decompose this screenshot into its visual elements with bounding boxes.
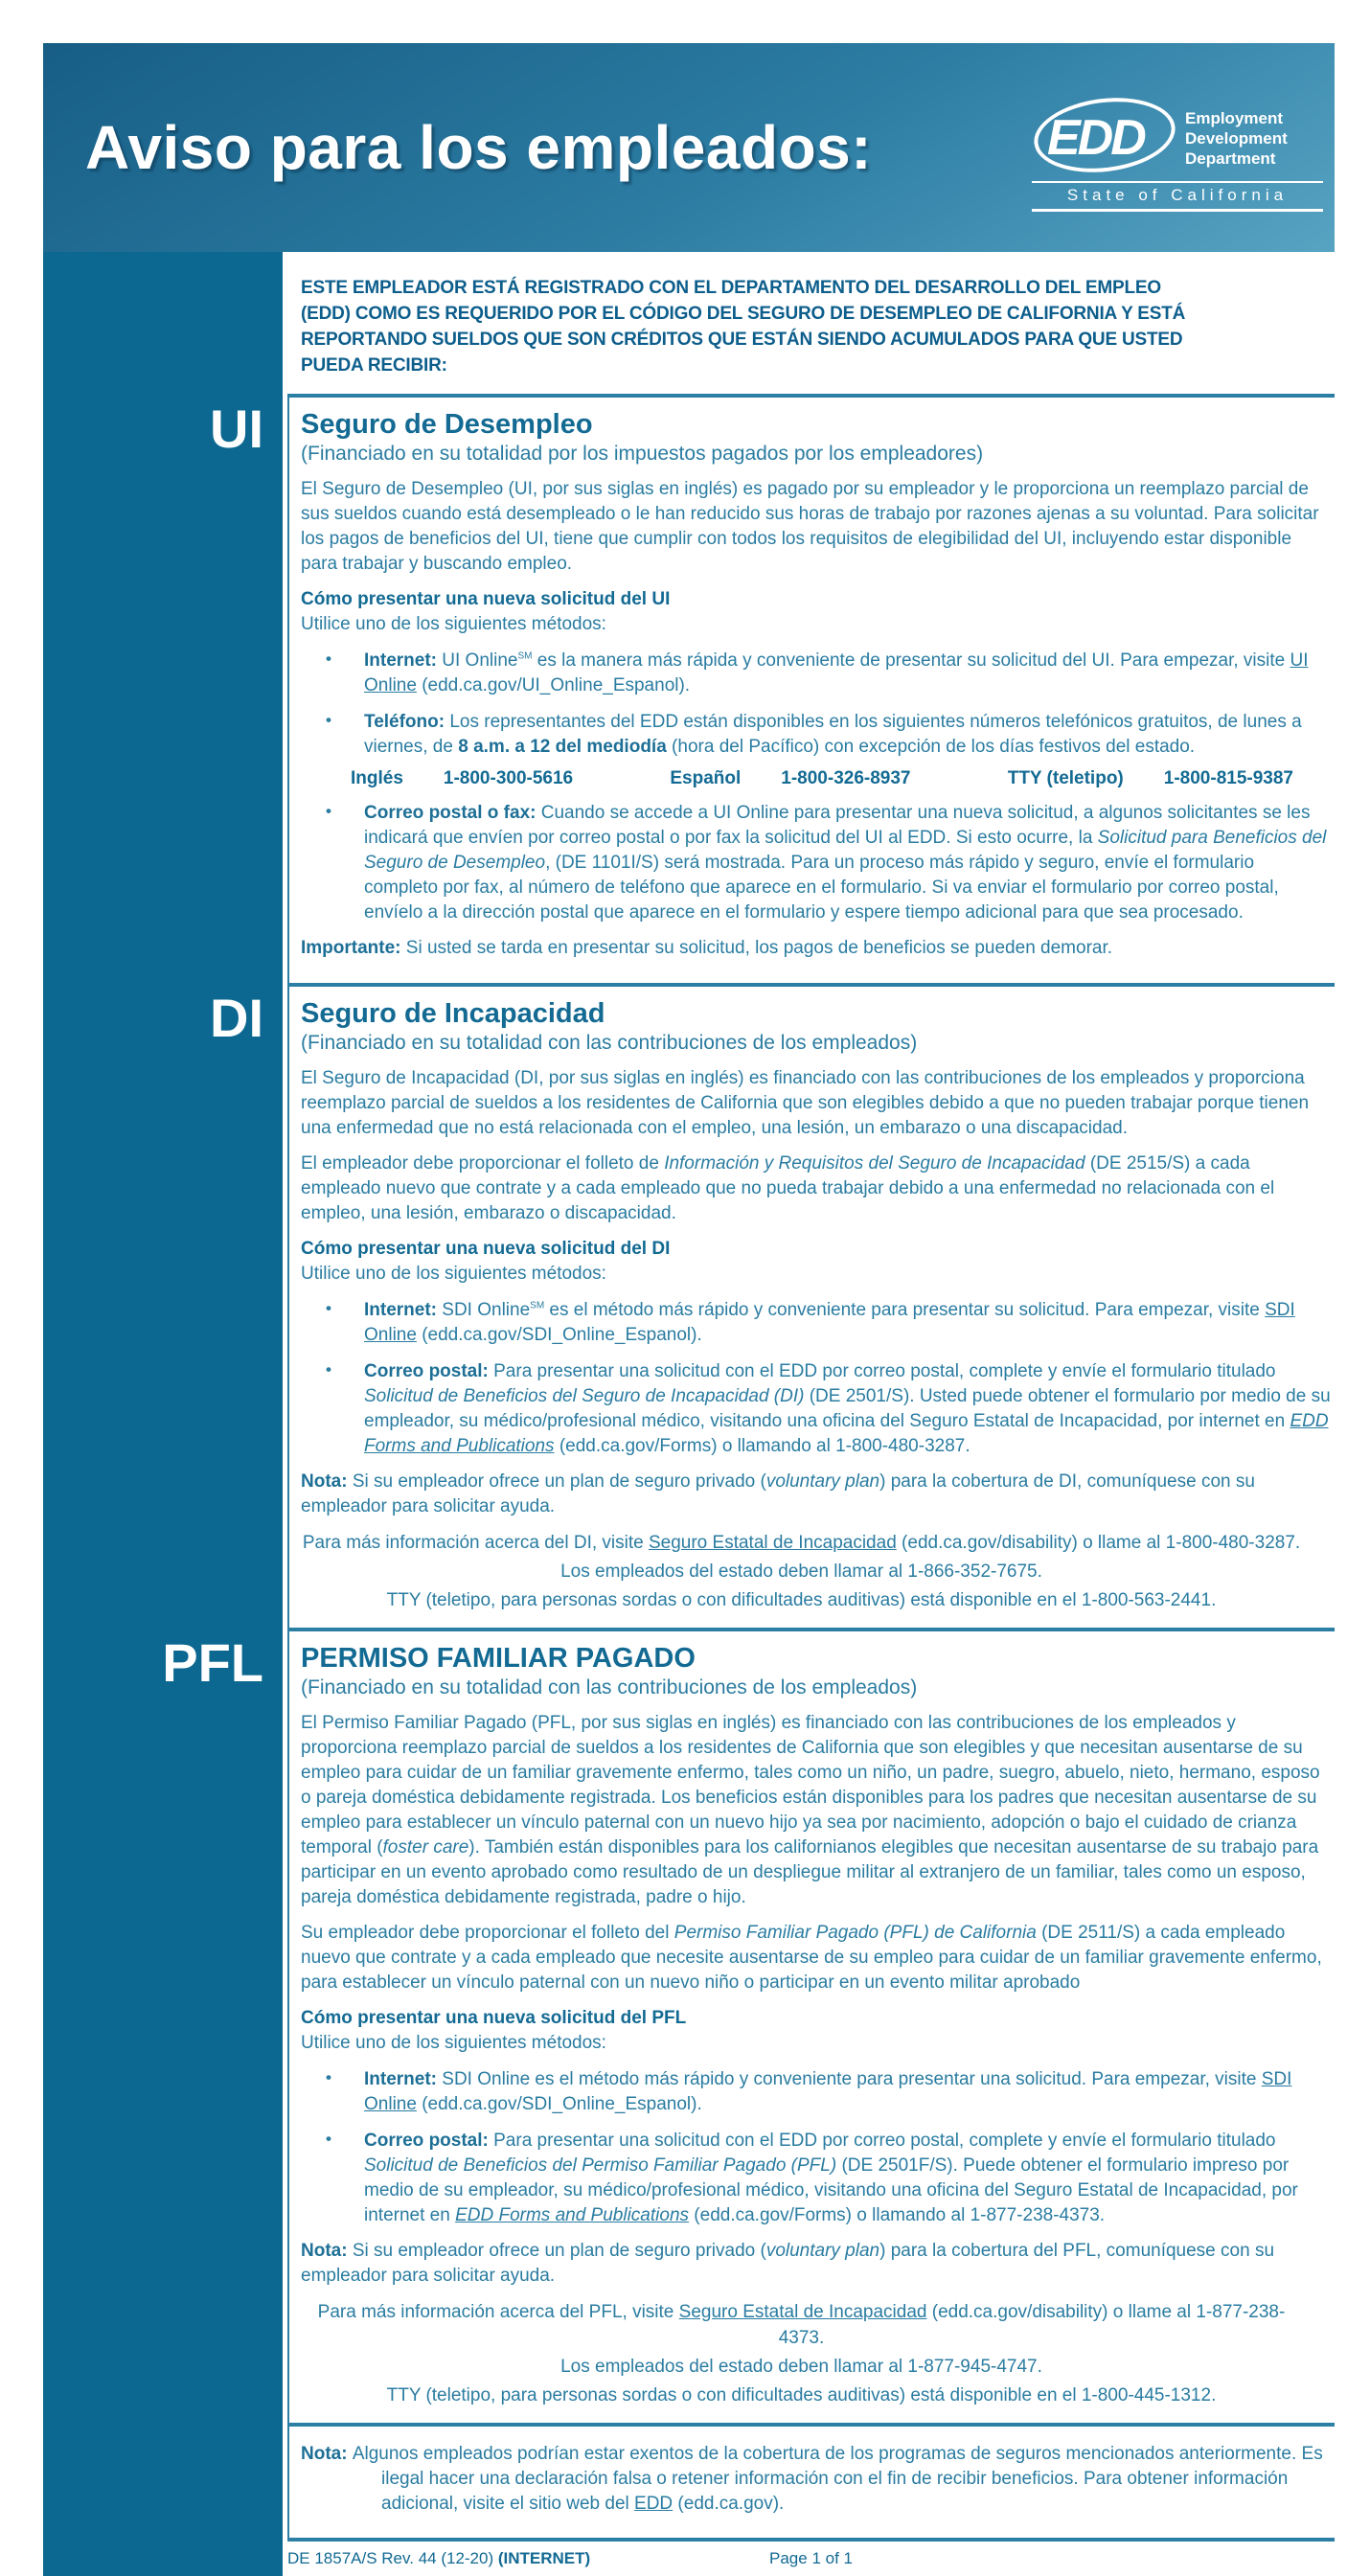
phone-entry <box>351 768 573 789</box>
text-run: (DE 2501F/S). Puede obtener el formulario impreso por medio de su empleador, su médico/profesional médico, visitando una oficina del Seguro Estatal de Incapacidad, por internet en <box>364 2155 1298 2225</box>
section-subheading: (Financiado en su totalidad con las contribuciones de los empleados) <box>301 1676 918 1698</box>
page-title: Aviso para los empleados: <box>85 113 873 182</box>
bullet-text <box>364 710 1331 760</box>
page-indicator: Page 1 of 1 <box>769 2549 853 2567</box>
text-run: SDI Online es el método más rápido y conveniente para presentar una solicitud. Para empezar, visite <box>442 2069 1262 2089</box>
text-run: Nota: <box>301 2241 353 2261</box>
header-banner <box>43 43 1335 252</box>
text-run: Cuando se accede a UI Online para presentar una nueva solicitud, a algunos solicitantes se les indicará que envíen por correo postal o por fax la solicitud del UI al EDD. Si esto ocurre, la <box>364 803 1311 848</box>
paragraph <box>301 477 1331 577</box>
subheading <box>301 589 1331 610</box>
text-run: Los representantes del EDD están disponibles en los siguientes números telefónicos gratuitos, de lunes a viernes, de <box>364 712 1302 757</box>
text-run: Para más información acerca del PFL, visite <box>317 2302 679 2322</box>
state-of-california-label: State of California <box>1032 181 1323 212</box>
edd-dept-line: Employment <box>1185 108 1284 127</box>
text-run: (edd.ca.gov/disability) o llame al 1-800-480-3287. <box>896 1533 1301 1553</box>
bullet-text <box>364 1298 1331 1348</box>
bullet-marker: • <box>326 650 331 668</box>
text-run: (edd.ca.gov/UI_Online_Espanol). <box>416 675 691 695</box>
text-run: (edd.ca.gov/Forms) o llamando al 1-800-480-3287. <box>554 1436 970 1456</box>
text-run: Importante: <box>301 938 406 958</box>
phone-number: 1-800-815-9387 <box>1163 768 1293 788</box>
text-run: (edd.ca.gov). <box>673 2494 785 2514</box>
section-body <box>301 477 1331 961</box>
sections-container <box>162 394 1335 2542</box>
centered-info-line <box>301 1530 1302 1556</box>
phone-entry <box>670 768 910 789</box>
phone-number: 1-800-326-8937 <box>781 768 911 788</box>
text-run: El empleador debe proporcionar el folleto de <box>301 1153 665 1174</box>
text-run: Utilice uno de los siguientes métodos: <box>301 1264 606 1284</box>
text-run: es el método más rápido y conveniente para presentar su solicitud. Para empezar, visite <box>544 1300 1266 1320</box>
text-run: Internet: <box>364 1300 443 1320</box>
edd-oval-mark <box>1032 97 1177 179</box>
paragraph <box>301 1151 1331 1226</box>
text-run: Permiso Familiar Pagado (PFL) de California <box>674 1923 1037 1943</box>
text-run: , (DE 1101I/S) será mostrada. Para un proceso más rápido y seguro, envíe el formulario completo por fax, al número de teléfono que aparece en el formulario. Si va enviar el formulario por correo postal, envíelo a la dirección postal que aparece en el formulario y espere tiempo adicional para que sea procesado. <box>364 853 1279 923</box>
text-run: Los empleados del estado deben llamar al 1-877-945-4747. <box>560 2357 1042 2377</box>
subheading <box>301 2008 1331 2029</box>
text-run: (DE 2515/S) a cada empleado nuevo que contrate y a cada empleado que no pueda trabajar debido a una enfermedad no relacionada con el empleo, una lesión, embarazo o discapacidad. <box>301 1153 1275 1223</box>
bullet-text <box>364 649 1331 698</box>
bullet-item <box>326 1298 1331 1348</box>
side-label-di: DI <box>210 988 263 1048</box>
text-run: TTY (teletipo, para personas sordas o con dificultades auditivas) está disponible en el 1-800-563-2441. <box>386 1590 1217 1610</box>
text-run: Para más información acerca del DI, visite <box>302 1533 649 1553</box>
text-run: Internet: <box>364 2069 443 2089</box>
employer-registration-notice: ESTE EMPLEADOR ESTÁ REGISTRADO CON EL DEPARTAMENTO DEL DESARROLLO DEL EMPLEO (EDD) COMO ES REQUERIDO POR EL CÓDIGO DEL SEGURO DE DESEMPLEO DE CALIFORNIA Y ESTÁ REPORTANDO SUELDOS QUE SON CRÉDITOS QUE ESTÁN SIENDO ACUMULADOS PARA QUE USTED PUEDA RECIBIR: <box>301 278 1186 376</box>
text-run: (DE 2511/S) a cada empleado nuevo que contrate y a cada empleado que necesite ausentarse de su empleo para cuidar de un familiar gravemente enfermo, para establecer un vínculo paternal con un nuevo niño o participar en un evento militar aprobado <box>301 1923 1322 1993</box>
bullet-item <box>326 710 1331 760</box>
bullet-marker: • <box>326 2130 331 2148</box>
section-heading: Seguro de Incapacidad <box>301 998 605 1029</box>
text-run: (hora del Pacífico) con excepción de los días festivos del estado. <box>666 737 1196 757</box>
content-column <box>162 252 1335 2576</box>
centered-info-line <box>301 1559 1302 1584</box>
text-run: 8 a.m. a 12 del mediodía <box>458 737 667 757</box>
page-footer <box>287 2547 1335 2576</box>
text-run: UI Online <box>442 650 518 671</box>
text-run: es la manera más rápida y conveniente de presentar su solicitud del UI. Para empezar, visite <box>532 650 1290 671</box>
paragraph <box>301 936 1331 961</box>
edd-acronym: EDD <box>1047 110 1144 166</box>
text-run: Información y Requisitos del Seguro de Incapacidad <box>664 1153 1085 1174</box>
text-run: Teléfono: <box>364 712 450 732</box>
edd-dept-line: Development <box>1185 128 1288 148</box>
bullet-item <box>326 1359 1331 1459</box>
phone-label: TTY (teletipo) <box>1007 768 1124 788</box>
section-body <box>301 1066 1331 1613</box>
bullet-marker: • <box>326 711 331 729</box>
inline-link[interactable]: SDI Online <box>364 2069 1292 2114</box>
paragraph <box>301 1470 1331 1519</box>
phone-entry <box>1008 768 1293 789</box>
section-subheading: (Financiado en su totalidad por los impuestos pagados por los empleadores) <box>301 443 984 465</box>
subheading <box>301 1239 1331 1260</box>
text-run: Si usted se tarda en presentar su solicitud, los pagos de beneficios se pueden demorar. <box>405 938 1113 958</box>
paragraph <box>301 612 1331 637</box>
text-run: Solicitud de Beneficios del Permiso Familiar Pagado (PFL) <box>364 2155 837 2176</box>
text-run: Nota: <box>301 1471 353 1492</box>
inline-link[interactable]: Seguro Estatal de Incapacidad <box>678 2302 927 2322</box>
text-run: Si su empleador ofrece un plan de seguro privado ( <box>352 1471 766 1492</box>
inline-link[interactable]: EDD Forms and Publications <box>455 2205 690 2225</box>
paragraph <box>301 1262 1331 1287</box>
bullet-text <box>364 1359 1331 1459</box>
phone-number: 1-800-300-5616 <box>443 768 574 788</box>
text-run: Cómo presentar una nueva solicitud del PFL <box>301 2008 687 2028</box>
text-run: SDI Online <box>442 1300 531 1320</box>
centered-info-line <box>301 1587 1302 1613</box>
paragraph <box>301 1066 1331 1141</box>
text-run: ) para la cobertura de DI, comuníquese con su empleador para solicitar ayuda. <box>301 1471 1255 1516</box>
text-run: ). También están disponibles para los californianos elegibles que necesitan ausentarse de su trabajo para participar en un evento aprobado como resultado de un despliegue militar al extranjero de un familiar, tales como un esposo, pareja doméstica debidamente registrada, padre o hijo. <box>301 1837 1319 1907</box>
section-ui <box>210 394 1335 983</box>
text-run: Utilice uno de los siguientes métodos: <box>301 2033 606 2053</box>
phone-label: Inglés <box>351 768 403 788</box>
text-run: ) para la cobertura del PFL, comuníquese con su empleador para solicitar ayuda. <box>301 2241 1275 2286</box>
text-run: Para presentar una solicitud con el EDD por correo postal, complete y envíe el formulario titulado <box>493 2131 1276 2151</box>
bullet-item <box>326 2129 1331 2228</box>
text-run: Correo postal: <box>364 2131 494 2151</box>
text-run: Nota: <box>301 2444 353 2464</box>
text-run: (edd.ca.gov/SDI_Online_Espanol). <box>416 2094 702 2114</box>
bullet-text <box>364 801 1331 925</box>
text-run: Utilice uno de los siguientes métodos: <box>301 614 606 634</box>
text-run: Algunos empleados podrían estar exentos de la cobertura de los programas de seguros mencionados anteriormente. Es ilegal hacer una declaración falsa o retener información con el fin de recibir beneficios. Para obtener información adicional, visite el sitio web del <box>352 2444 1323 2514</box>
bullet-item <box>326 801 1331 925</box>
text-run: Para presentar una solicitud con el EDD por correo postal, complete y envíe el formulario titulado <box>493 1361 1276 1381</box>
section-di <box>210 983 1335 1628</box>
side-label-ui: UI <box>210 399 263 459</box>
text-run: Los empleados del estado deben llamar al 1-866-352-7675. <box>560 1562 1042 1582</box>
document-body <box>36 252 1335 2576</box>
text-run: El Seguro de Incapacidad (DI, por sus siglas en inglés) es financiado con las contribuciones de los empleados y proporciona reemplazo parcial de sueldos a los residentes de California que son elegibles debido a que no pueden trabajar porque tienen una enfermedad que no está relacionada con el empleo, una lesión, un embarazo o una discapacidad. <box>301 1068 1310 1138</box>
text-run: Correo postal: <box>364 1361 494 1381</box>
text-run: voluntary plan <box>765 1471 880 1492</box>
edd-logo-top <box>1032 97 1323 179</box>
bullet-item <box>326 649 1331 698</box>
inline-link[interactable]: SDI Online <box>364 1300 1295 1345</box>
text-run: (edd.ca.gov/Forms) o llamando al 1-877-238-4373. <box>689 2205 1106 2225</box>
centered-info-line <box>301 2382 1302 2408</box>
text-run: SM <box>517 650 533 662</box>
text-run: (edd.ca.gov/SDI_Online_Espanol). <box>416 1325 702 1345</box>
bullet-text <box>364 2129 1331 2228</box>
inline-link[interactable]: UI Online <box>364 650 1309 695</box>
edd-dept-line: Department <box>1185 148 1276 168</box>
text-run: Correo postal o fax: <box>364 803 541 823</box>
side-label-pfl: PFL <box>162 1632 263 1693</box>
text-run: Solicitud de Beneficios del Seguro de Incapacidad (DI) <box>364 1386 805 1406</box>
sidebar-column <box>43 252 283 2576</box>
text-run: El Seguro de Desempleo (UI, por sus siglas en inglés) es pagado por su empleador y le proporciona un reemplazo parcial de sus sueldos cuando está desempleado o le han reducido sus horas de trabajo por razones ajenas a su voluntad. Para solicitar los pagos de beneficios del UI, tiene que cumplir con todos los requisitos de elegibilidad del UI, incluyendo estar disponible para trabajar y buscando empleo. <box>301 479 1319 574</box>
text-run: TTY (teletipo, para personas sordas o con dificultades auditivas) está disponible en el 1-800-445-1312. <box>386 2385 1217 2405</box>
nota-paragraph <box>301 2442 1331 2517</box>
section-exemption-note <box>289 2423 1335 2538</box>
text-run: foster care <box>382 1837 469 1858</box>
edd-logo <box>1032 97 1323 212</box>
section-body <box>301 1711 1331 2408</box>
bullet-item <box>326 2067 1331 2117</box>
phone-row <box>351 768 1293 789</box>
text-run: Solicitud para Beneficios del Seguro de Desempleo <box>364 828 1327 873</box>
bullet-marker: • <box>326 1299 331 1317</box>
paragraph <box>301 1921 1331 1995</box>
form-number-internet: (INTERNET) <box>497 2549 591 2567</box>
text-run: (DE 2501/S). Usted puede obtener el formulario por medio de su empleador, su médico/profesional médico, visitando una oficina del Seguro Estatal de Incapacidad, por internet en <box>364 1386 1331 1431</box>
section-heading: Seguro de Desempleo <box>301 409 593 440</box>
text-run: Si su empleador ofrece un plan de seguro privado ( <box>352 2241 766 2261</box>
text-run: Internet: <box>364 650 443 671</box>
text-run: El Permiso Familiar Pagado (PFL, por sus siglas en inglés) es financiado con las contribuciones de los empleados y proporciona reemplazo parcial de sueldos a los residentes de California que son elegibles y que necesitan ausentarse de su empleo para cuidar de un familiar gravemente enfermo, tales como un niño, un padre, suegro, abuelo, nieto, hermano, esposo o pareja doméstica debidamente registrada. Los beneficios están disponibles para los padres que necesitan ausentarse de su empleo para establecer un vínculo paternal con un nuevo hijo ya sea por nacimiento, adopción o bajo el cuidado de crianza temporal ( <box>301 1713 1320 1858</box>
section-pfl <box>162 1628 1335 2423</box>
text-run: voluntary plan <box>765 2241 880 2261</box>
centered-info-line <box>301 2299 1302 2351</box>
section-body <box>301 2442 1331 2517</box>
paragraph <box>301 2031 1331 2056</box>
edd-department-name <box>1177 108 1288 169</box>
bullet-marker: • <box>326 1360 331 1379</box>
text-run: Cómo presentar una nueva solicitud del UI <box>301 589 671 609</box>
form-number-text: DE 1857A/S Rev. 44 (12-20) <box>287 2549 498 2567</box>
section-subheading: (Financiado en su totalidad con las contribuciones de los empleados) <box>301 1032 918 1054</box>
bullet-text <box>364 2067 1331 2117</box>
paragraph <box>301 2239 1331 2289</box>
text-run: Su empleador debe proporcionar el folleto del <box>301 1923 674 1943</box>
inline-link[interactable]: EDD <box>634 2494 674 2514</box>
inline-link[interactable]: Seguro Estatal de Incapacidad <box>648 1533 897 1553</box>
paragraph <box>301 1711 1331 1910</box>
phone-label: Español <box>670 768 742 788</box>
text-run: (edd.ca.gov/disability) o llame al 1-877-238-4373. <box>778 2302 1286 2348</box>
text-run: Cómo presentar una nueva solicitud del DI <box>301 1239 671 1259</box>
centered-info-line <box>301 2354 1302 2380</box>
text-run: SM <box>530 1300 545 1311</box>
inline-link[interactable]: EDD Forms and Publications <box>364 1411 1329 1456</box>
bullet-marker: • <box>326 802 331 820</box>
bullet-marker: • <box>326 2068 331 2086</box>
section-heading: PERMISO FAMILIAR PAGADO <box>301 1643 696 1674</box>
